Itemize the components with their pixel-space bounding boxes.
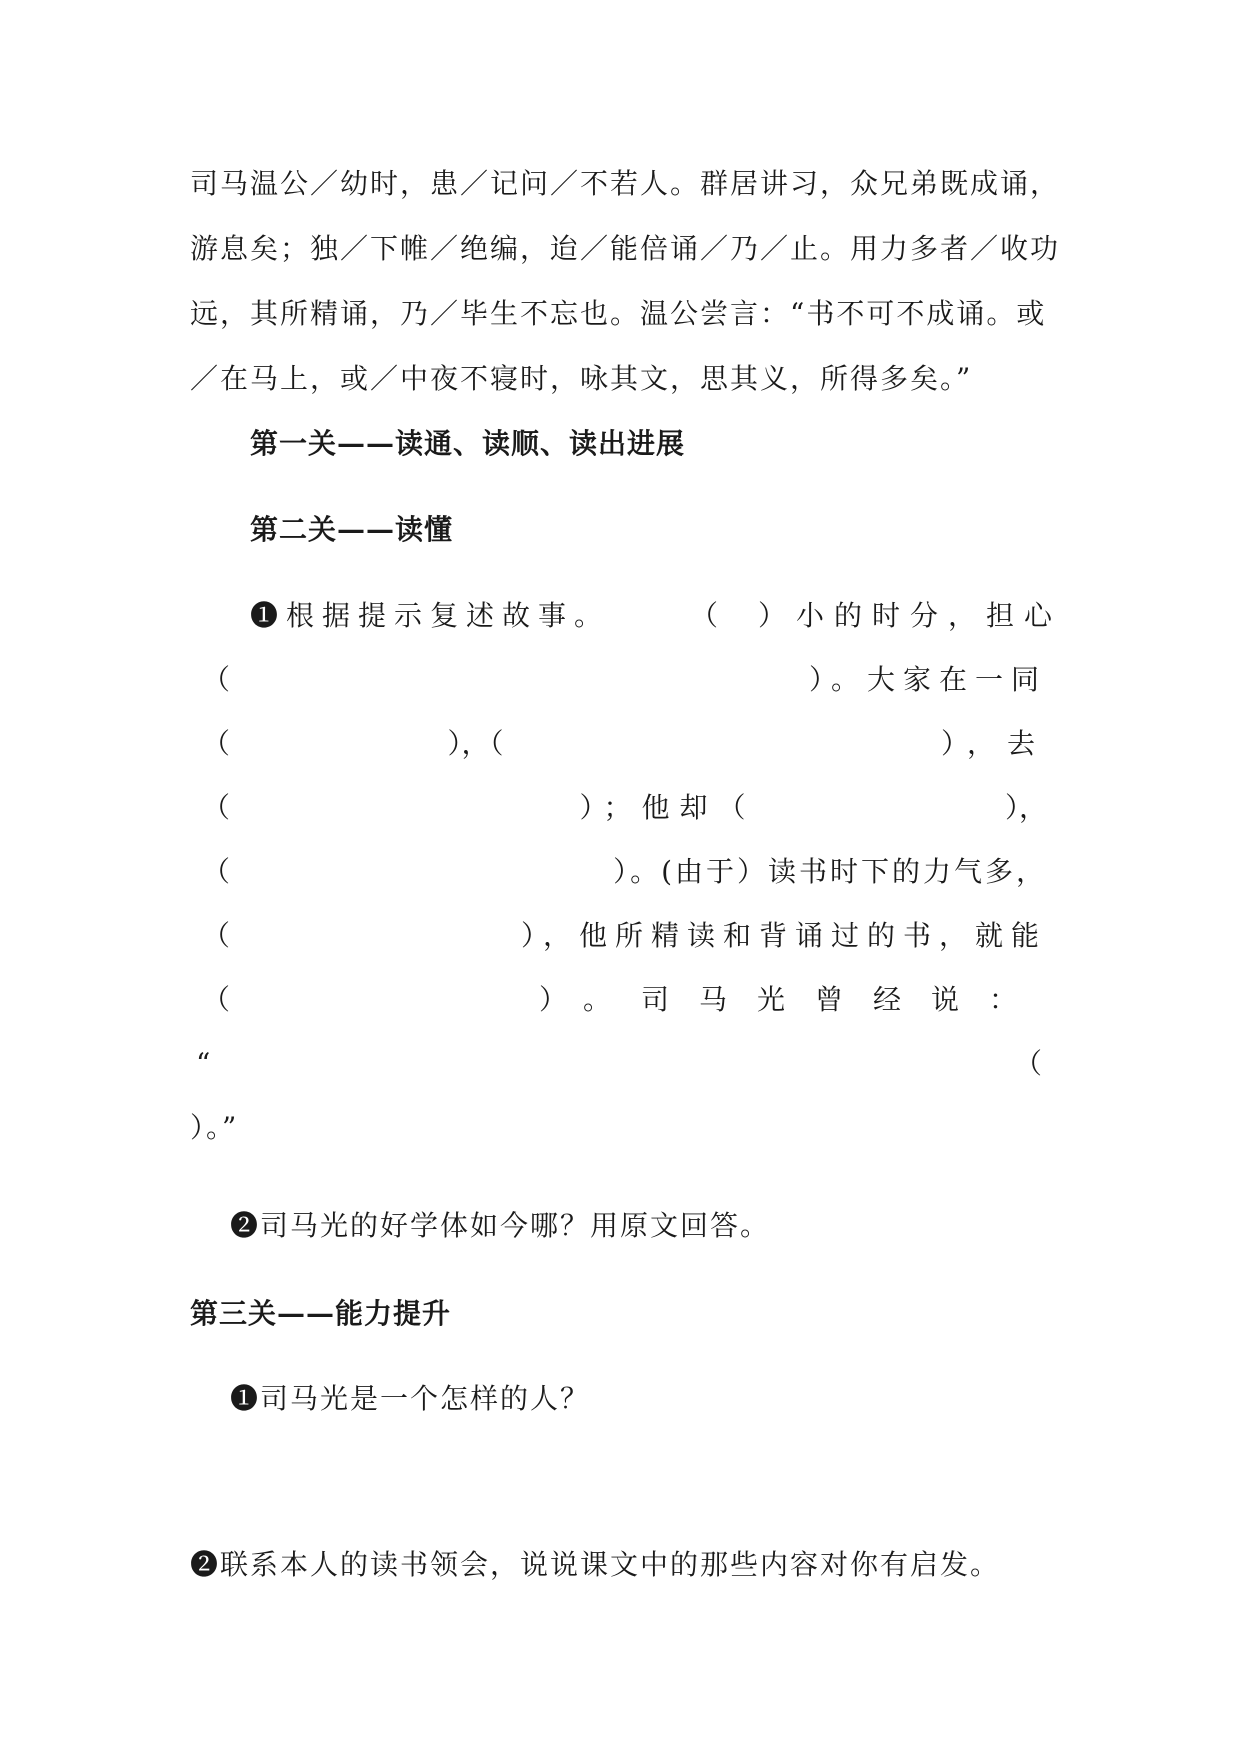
- retell-text: ）。(由于）读书时下的力气多，: [613, 855, 1047, 888]
- retell-text: ），（: [447, 727, 504, 760]
- level3-question-1: ❶司马光是一个怎样的人？: [230, 1382, 591, 1415]
- passage-line-3: 远，其所精诵，乃／毕生不忘也。温公尝言：“书不可不成诵。或: [190, 297, 1047, 330]
- level3-heading: 第三关——能力提升: [190, 1297, 452, 1330]
- blank-open: （: [1013, 1047, 1042, 1080]
- retell-text: ）。司马光曾经说：: [538, 983, 1047, 1016]
- retell-row-2: [202, 660, 1047, 700]
- retell-text: ），去: [940, 727, 1047, 760]
- blank-open: （: [202, 983, 231, 1016]
- retell-prompt: ❶根据提示复述故事。: [250, 599, 611, 632]
- retell-row-4: [202, 788, 1047, 828]
- retell-row-1: [250, 596, 1063, 636]
- retell-row-5: [202, 852, 1047, 892]
- retell-text: ），: [1004, 791, 1047, 824]
- question-2: ❷司马光的好学体如今哪？用原文回答。: [230, 1209, 771, 1242]
- retell-row-3: [202, 724, 1047, 764]
- retell-text: ），他所精读和背诵过的书，就能: [520, 919, 1047, 952]
- quote-open: “: [196, 1047, 211, 1080]
- retell-row-6: [202, 916, 1047, 956]
- passage-line-1: 司马温公／幼时，患／记问／不若人。群居讲习，众兄弟既成诵，: [190, 167, 1061, 200]
- level2-heading: 第二关——读懂: [250, 513, 454, 546]
- retell-row-9: ）。”: [190, 1111, 239, 1144]
- level3-question-2: ❷联系本人的读书领会，说说课文中的那些内容对你有启发。: [190, 1548, 1001, 1581]
- retell-text: ）小的时分，担心: [758, 599, 1063, 632]
- blank-open: （: [202, 727, 231, 760]
- retell-text: ）。大家在一同: [808, 663, 1047, 696]
- passage-line-2: 游息矣；独／下帷／绝编，迨／能倍诵／乃／止。用力多者／收功: [190, 232, 1061, 265]
- blank-open: （: [690, 599, 719, 632]
- blank-open: （: [202, 663, 231, 696]
- passage-line-4: ／在马上，或／中夜不寝时，咏其文，思其义，所得多矣。”: [190, 362, 973, 395]
- retell-row-7: [202, 980, 1047, 1020]
- retell-row-8: [196, 1044, 1042, 1084]
- level1-heading: 第一关——读通、读顺、读出进展: [250, 427, 686, 460]
- blank-open: （: [202, 919, 231, 952]
- blank-open: （: [202, 791, 231, 824]
- blank-open: （: [202, 855, 231, 888]
- retell-text: ）；他却（: [579, 791, 756, 824]
